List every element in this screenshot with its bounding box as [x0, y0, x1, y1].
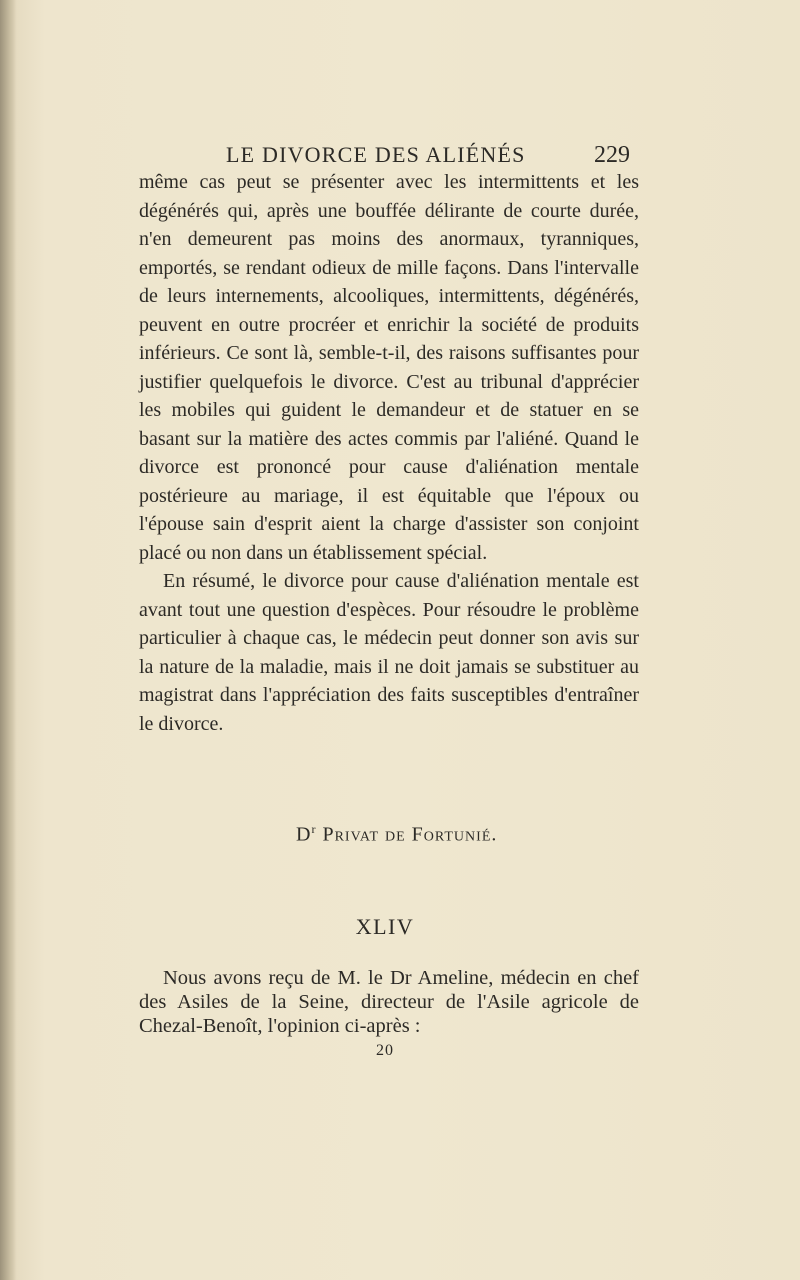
paragraph: En résumé, le divorce pour cause d'aliénation mentale est avant tout une question d'espèces. Pour résoudre le problème particulier à chaque cas, le médecin peut donner son avis sur la nature de la maladie, mais il ne doit jamais se substituer au magistrat dans l'appréciation des faits susceptibles d'entraîner le divorce.: [139, 570, 639, 735]
signature-title: D: [296, 823, 312, 846]
signature-title-superscript: r: [311, 822, 317, 836]
author-signature: [296, 822, 497, 847]
signature-name: Privat de Fortunié.: [322, 823, 498, 846]
page-number: 229: [594, 142, 630, 168]
page-binding-shadow: [0, 0, 16, 1280]
section-intro: [139, 966, 639, 1038]
paragraph: Nous avons reçu de M. le Dr Ameline, médecin en chef des Asiles de la Seine, directeur de l'Asile agricole de Chezal-Benoît, l'opinion ci-après :: [139, 967, 639, 1037]
printer-signature-mark: 20: [376, 1042, 394, 1059]
paragraph: même cas peut se présenter avec les intermittents et les dégénérés qui, après une bouffée délirante de courte durée, n'en demeurent pas moins des anormaux, tyranniques, emportés, se rendant odieux de mille façons. Dans l'intervalle de leurs internements, alcooliques, intermittents, dégénérés, peuvent en outre procréer et enrichir la société de produits inférieurs. Ce sont là, semble-t-il, des raisons suffisantes pour justifier quelquefois le divorce. C'est au tribunal d'apprécier les mobiles qui guident le demandeur et de statuer en se basant sur la matière des actes commis par l'aliéné. Quand le divorce est prononcé pour cause d'aliénation mentale postérieure au mariage, il est équitable que l'époux ou l'épouse sain d'esprit aient la charge d'assister son conjoint placé ou non dans un établissement spécial.: [139, 171, 639, 564]
section-number: XLIV: [355, 914, 415, 939]
running-title: LE DIVORCE DES ALIÉNÉS: [226, 142, 526, 167]
running-header: [226, 142, 630, 169]
body-text: [139, 168, 639, 738]
